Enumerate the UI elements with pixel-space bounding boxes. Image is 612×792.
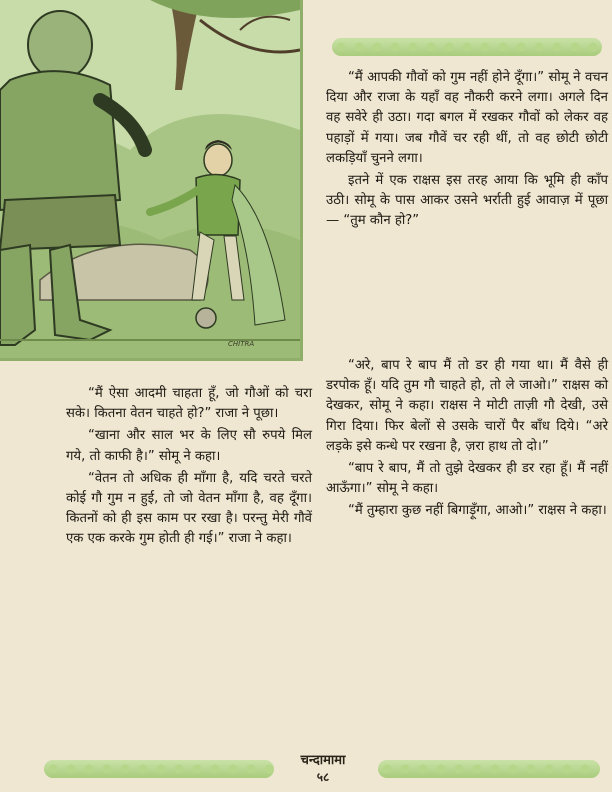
decorative-border-bottom-right <box>378 760 600 778</box>
story-paragraph: “मैं तुम्हारा कुछ नहीं बिगाड़ूँगा, आओ।” राक्षस ने कहा। <box>348 503 607 519</box>
story-paragraph: “मैं आपकी गौवों को गुम नहीं होने दूँगा।” सोमू ने वचन दिया और राजा के यहाँ वह नौकरी करने लगा। अगले दिन वह सवेरे ही उठा। गदा बगल में रखकर गौवों को लेकर वह पहाड़ों में गया। जब गौवें चर रही थीं, तो वह छोटी छोटी लकड़ियाँ चुनने लगा। <box>326 70 608 166</box>
left-column-text <box>66 384 312 552</box>
story-paragraph: इतने में एक राक्षस इस तरह आया कि भूमि ही काँप उठी। सोमू के पास आकर उसने भर्राती हुई आवाज़ में पूछा — “तुम कौन हो?” <box>326 173 608 229</box>
decorative-border-top <box>332 38 602 56</box>
magazine-title: चन्दामामा <box>300 753 346 768</box>
story-paragraph: “मैं ऐसा आदमी चाहता हूँ, जो गौओं को चरा सके। कितना वेतन चाहते हो?” राजा ने पूछा। <box>66 386 312 422</box>
story-paragraph: “अरे, बाप रे बाप मैं तो डर ही गया था। मैं वैसे ही डरपोक हूँ। यदि तुम गौ चाहते हो, तो ले जाओ।” राक्षस को देखकर, सोमू ने कहा। राक्षस ने मोटी ताज़ी गौ देखी, उसे गिरा दिया। फिर बेलों से उसके चारों पैर बाँध दिये। “अरे लड़के इसे कन्धे पर रखना है, ज़रा हाथ तो दो।” <box>326 358 608 454</box>
right-column-lower-text <box>326 356 608 524</box>
story-illustration <box>0 0 303 361</box>
decorative-border-bottom-left <box>44 760 274 778</box>
right-column-upper-text <box>326 68 608 234</box>
artist-signature: CHITRA <box>228 340 255 348</box>
page-number: ५८ <box>316 770 330 784</box>
story-paragraph: “वेतन तो अधिक ही माँगा है, यदि चरते चरते कोई गौ गुम न हुई, तो जो वेतन माँगा है, वह दूँगा। कितनों को ही इस काम पर रखा है। परन्तु मेरी गौवें एक एक करके गुम होती ही गई।” राजा ने कहा। <box>66 470 312 547</box>
story-paragraph: “खाना और साल भर के लिए सौ रुपये मिल गये, तो काफी है।” सोमू ने कहा। <box>66 428 312 464</box>
story-paragraph: “बाप रे बाप, मैं तो तुझे देखकर ही डर रहा हूँ। मैं नहीं आऊँगा।” सोमू ने कहा। <box>326 461 608 497</box>
giant-and-boy-drawing <box>0 0 300 358</box>
